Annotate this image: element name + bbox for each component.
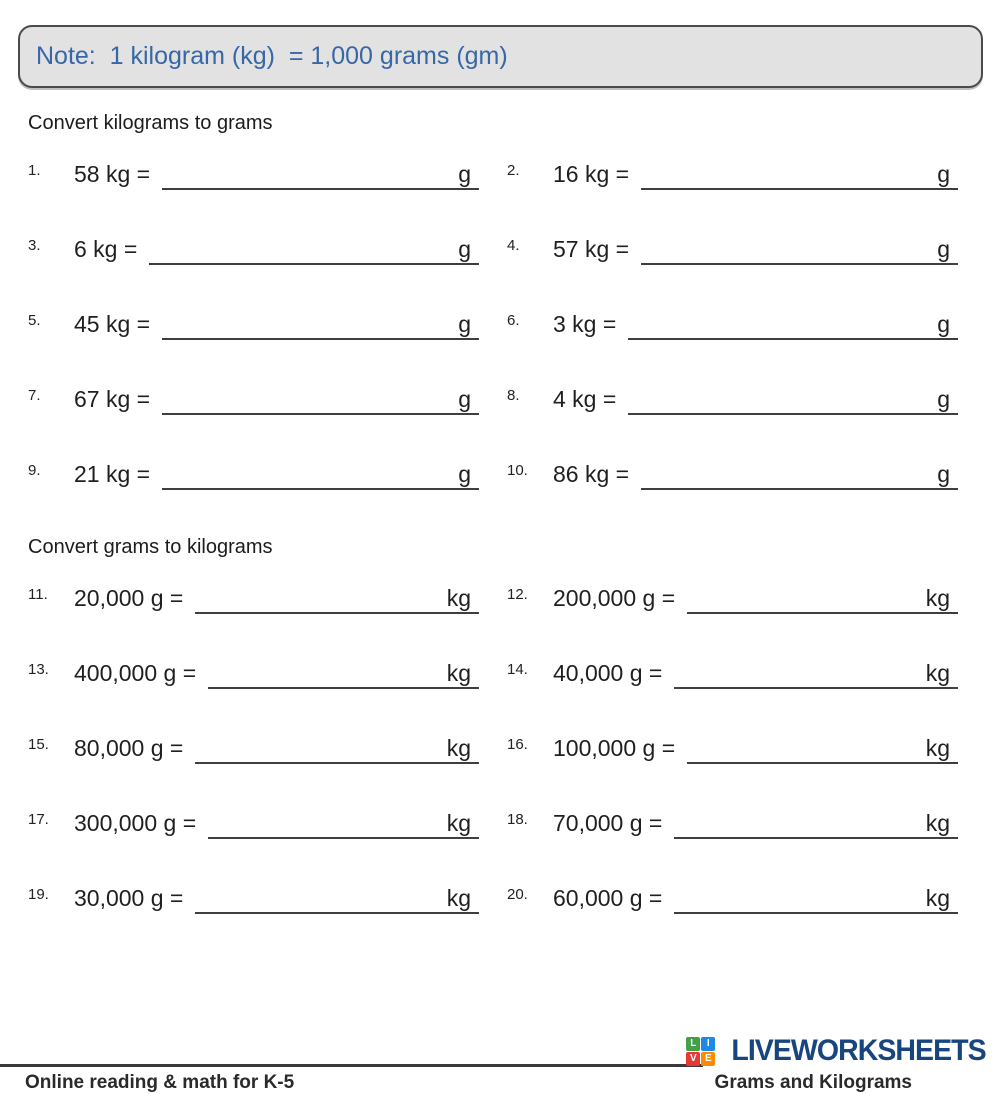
problem-expression: 400,000 g = (74, 660, 197, 686)
problem-number: 5. (28, 312, 41, 329)
answer-blank-5[interactable] (162, 311, 479, 340)
problem-grid-kg-to-g (28, 161, 958, 490)
unit-label: kg (925, 660, 950, 686)
problem-number: 3. (28, 237, 41, 254)
liveworksheets-logo-icon (686, 1037, 715, 1066)
problem-6 (507, 311, 958, 340)
problem-number: 6. (507, 312, 520, 329)
answer-blank-10[interactable] (641, 461, 958, 490)
problem-number: 20. (507, 886, 528, 903)
problem-14 (507, 660, 958, 689)
unit-label: g (458, 461, 471, 487)
unit-label: g (937, 386, 950, 412)
problem-7 (28, 386, 479, 415)
problem-number: 18. (507, 811, 528, 828)
unit-label: g (937, 461, 950, 487)
problem-expression: 4 kg = (553, 386, 617, 412)
problem-number: 4. (507, 237, 520, 254)
logo-block-l: L (686, 1037, 700, 1051)
problem-expression: 40,000 g = (553, 660, 663, 686)
answer-blank-19[interactable] (195, 885, 479, 914)
problem-expression: 100,000 g = (553, 735, 676, 761)
problem-11 (28, 585, 479, 614)
problem-number: 7. (28, 387, 41, 404)
unit-label: g (458, 311, 471, 337)
liveworksheets-logo (686, 1034, 986, 1068)
unit-label: g (937, 236, 950, 262)
worksheet-content (28, 112, 958, 914)
problem-number: 10. (507, 462, 528, 479)
problem-1 (28, 161, 479, 190)
section-heading-kg-to-g: Convert kilograms to grams (28, 112, 273, 134)
problem-expression: 300,000 g = (74, 810, 197, 836)
problem-5 (28, 311, 479, 340)
problem-number: 9. (28, 462, 41, 479)
problem-number: 11. (28, 586, 48, 603)
problem-number: 17. (28, 811, 49, 828)
problem-number: 19. (28, 886, 49, 903)
footer (0, 1009, 1000, 1093)
unit-label: kg (925, 585, 950, 611)
answer-blank-11[interactable] (195, 585, 479, 614)
answer-blank-12[interactable] (687, 585, 958, 614)
answer-blank-9[interactable] (162, 461, 479, 490)
problem-10 (507, 461, 958, 490)
unit-label: g (458, 236, 471, 262)
problem-number: 12. (507, 586, 528, 603)
problem-number: 13. (28, 661, 49, 678)
problem-expression: 30,000 g = (74, 885, 184, 911)
unit-label: kg (925, 885, 950, 911)
problem-number: 14. (507, 661, 528, 678)
problem-expression: 6 kg = (74, 236, 138, 262)
footer-source-text-cutoff: Online reading & math for K-5 (25, 1072, 295, 1093)
unit-label: kg (446, 735, 471, 761)
logo-block-e: E (701, 1052, 715, 1066)
answer-blank-17[interactable] (208, 810, 479, 839)
unit-label: kg (446, 660, 471, 686)
problem-expression: 200,000 g = (553, 585, 676, 611)
answer-blank-3[interactable] (149, 236, 479, 265)
unit-label: kg (446, 585, 471, 611)
problem-number: 2. (507, 162, 520, 179)
unit-label: kg (925, 810, 950, 836)
answer-blank-20[interactable] (674, 885, 958, 914)
answer-blank-15[interactable] (195, 735, 479, 764)
footer-title-text-cutoff: Grams and Kilograms (714, 1072, 912, 1093)
answer-blank-7[interactable] (162, 386, 479, 415)
problem-expression: 16 kg = (553, 161, 630, 187)
unit-label: g (937, 311, 950, 337)
footer-divider-line (0, 1064, 703, 1067)
note-box (18, 25, 983, 88)
problem-19 (28, 885, 479, 914)
problem-4 (507, 236, 958, 265)
problem-grid-g-to-kg (28, 585, 958, 914)
problem-20 (507, 885, 958, 914)
problem-expression: 60,000 g = (553, 885, 663, 911)
answer-blank-6[interactable] (628, 311, 958, 340)
problem-16 (507, 735, 958, 764)
problem-12 (507, 585, 958, 614)
problem-18 (507, 810, 958, 839)
problem-expression: 58 kg = (74, 161, 151, 187)
problem-17 (28, 810, 479, 839)
unit-label: kg (925, 735, 950, 761)
problem-9 (28, 461, 479, 490)
problem-number: 16. (507, 736, 528, 753)
answer-blank-13[interactable] (208, 660, 479, 689)
answer-blank-4[interactable] (641, 236, 958, 265)
problem-expression: 67 kg = (74, 386, 151, 412)
problem-expression: 57 kg = (553, 236, 630, 262)
problem-number: 15. (28, 736, 49, 753)
problem-13 (28, 660, 479, 689)
problem-expression: 86 kg = (553, 461, 630, 487)
note-text: Note: 1 kilogram (kg) = 1,000 grams (gm) (36, 42, 508, 70)
liveworksheets-wordmark: LIVEWORKSHEETS (731, 1034, 986, 1067)
problem-number: 1. (28, 162, 41, 179)
problem-2 (507, 161, 958, 190)
unit-label: g (937, 161, 950, 187)
unit-label: kg (446, 810, 471, 836)
problem-expression: 80,000 g = (74, 735, 184, 761)
unit-label: g (458, 161, 471, 187)
answer-blank-2[interactable] (641, 161, 958, 190)
problem-15 (28, 735, 479, 764)
logo-block-v: V (686, 1052, 700, 1066)
problem-number: 8. (507, 387, 520, 404)
logo-block-i: I (701, 1037, 715, 1051)
answer-blank-1[interactable] (162, 161, 479, 190)
answer-blank-8[interactable] (628, 386, 958, 415)
unit-label: kg (446, 885, 471, 911)
problem-8 (507, 386, 958, 415)
problem-expression: 3 kg = (553, 311, 617, 337)
problem-expression: 70,000 g = (553, 810, 663, 836)
problem-3 (28, 236, 479, 265)
answer-blank-14[interactable] (674, 660, 958, 689)
section-heading-g-to-kg: Convert grams to kilograms (28, 536, 273, 558)
answer-blank-16[interactable] (687, 735, 958, 764)
problem-expression: 21 kg = (74, 461, 151, 487)
problem-expression: 45 kg = (74, 311, 151, 337)
unit-label: g (458, 386, 471, 412)
answer-blank-18[interactable] (674, 810, 958, 839)
problem-expression: 20,000 g = (74, 585, 184, 611)
